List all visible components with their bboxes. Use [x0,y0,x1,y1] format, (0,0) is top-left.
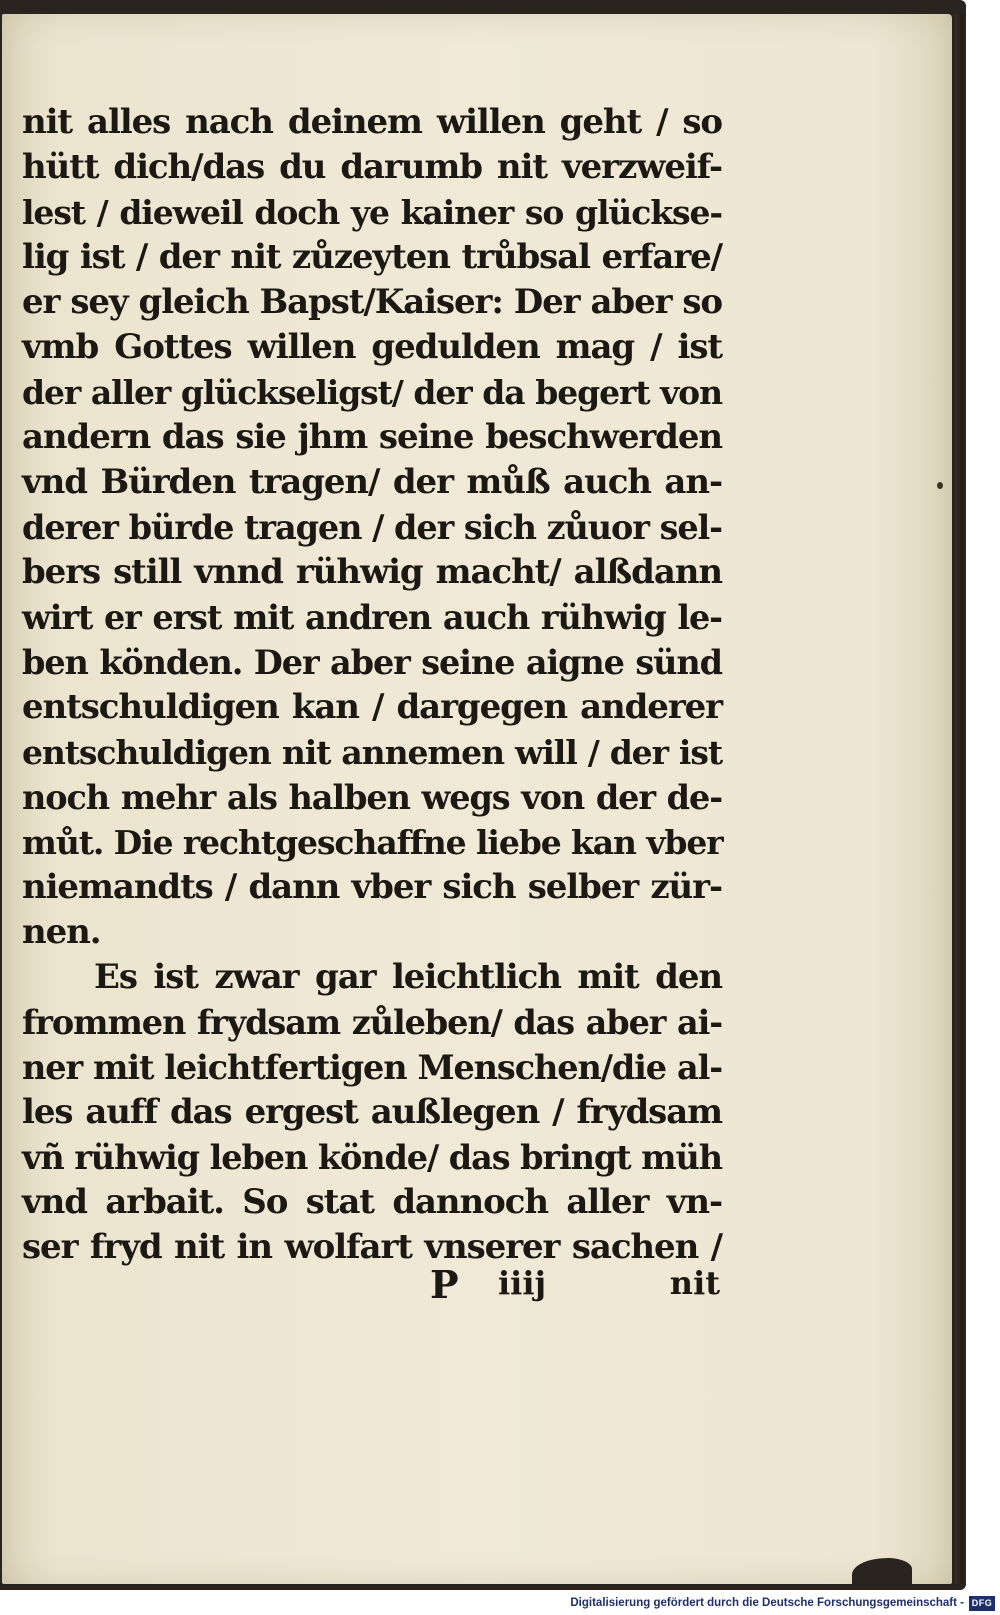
text-line: hütt dich/das du darumb nit verzweif- [22,147,722,187]
text-line: lig ist / der nit zůzeyten trůbsal erfare/ [22,237,722,277]
text-line: bers still vnnd rühwig macht/ alßdann [22,552,722,592]
text-line: andern das sie jhm seine beschwerden [22,417,722,457]
text-line: vnd Bürden tragen/ der můß auch an- [22,462,722,502]
text-line: vmb Gottes willen gedulden mag / ist [22,327,722,367]
text-line: ben könden. Der aber seine aigne sünd [22,643,722,682]
text-line: les auff das ergest außlegen / frydsam [22,1092,722,1132]
text-line: ser fryd nit in wolfart vnserer sachen / [22,1227,722,1267]
ink-speck [937,482,943,489]
text-line: ner mit leichtfertigen Menschen/die al- [22,1048,722,1087]
page-text [22,100,722,1270]
text-line: frommen frydsam zůleben/ das aber ai- [22,1003,722,1042]
signature-number: iiij [498,1264,547,1302]
text-line: entschuldigen nit annemen will / der ist [22,733,722,772]
text-line: můt. Die rechtgeschaffne liebe kan vber [22,823,723,862]
text-line: vñ rühwig leben könde/ das bringt müh [22,1138,722,1177]
paragraph-first-line: Es ist zwar gar leichtlich mit den [94,957,722,997]
text-line: er sey gleich Bapst/Kaiser: Der aber so [22,282,722,322]
catchword: nit [669,1264,720,1302]
page-edge [955,14,963,1584]
text-line: der aller glückseligst/ der da begert von [22,373,722,412]
signature-line [420,1262,720,1312]
text-line: nit alles nach deinem willen geht / so [22,102,722,142]
text-line: lest / dieweil doch ye kainer so glückse- [22,193,722,232]
text-line: nen. [22,912,101,952]
text-line: vnd arbait. So stat dannoch aller vn- [22,1182,722,1222]
footer-bar [0,1594,1000,1615]
funding-credit: Digitalisierung gefördert durch die Deutsche Forschungsgemeinschaft - [570,1597,964,1609]
signature-mark: P [430,1262,459,1307]
text-line: niemandts / dann vber sich selber zür- [22,867,722,907]
text-line: wirt er erst mit andren auch rühwig le- [22,598,722,637]
text-line: noch mehr als halben wegs von der de- [22,778,722,817]
text-line: entschuldigen kan / dargegen anderer [22,687,722,727]
dfg-logo: DFG [969,1596,995,1611]
text-line: derer bürde tragen / der sich zůuor sel- [22,508,722,547]
